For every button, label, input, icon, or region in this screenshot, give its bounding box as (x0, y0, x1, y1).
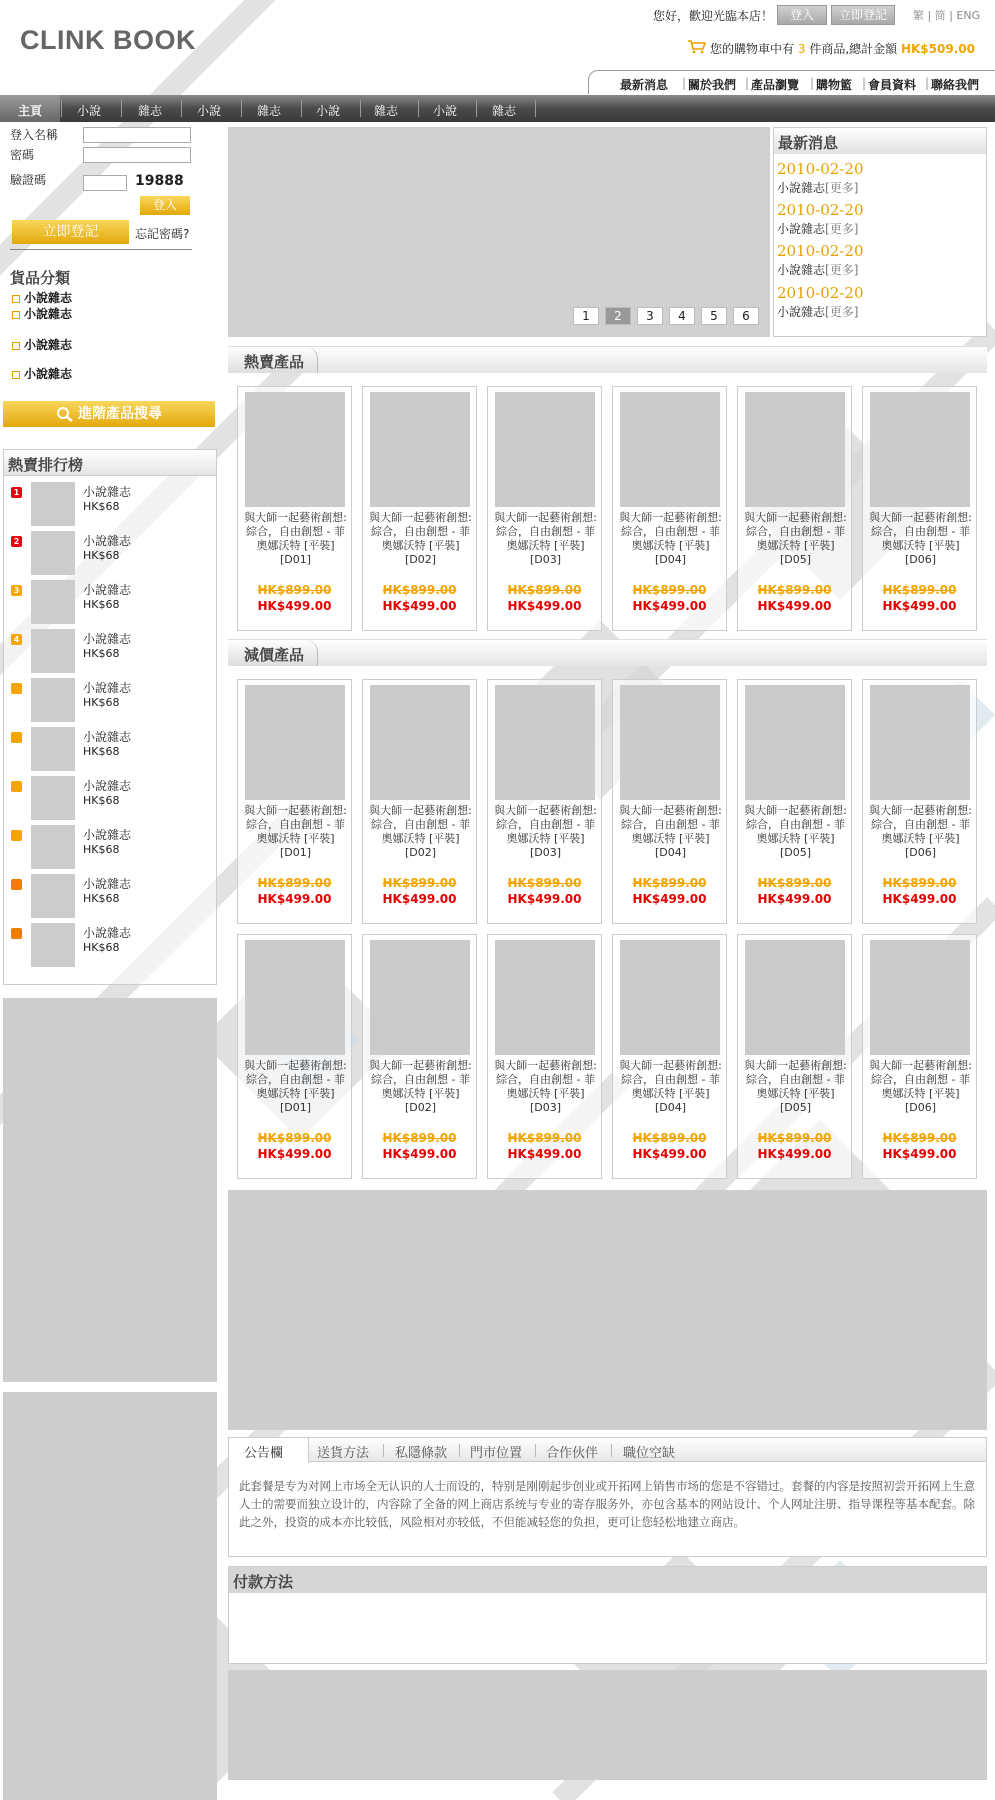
ranking-item-title[interactable]: 小說雜志 (83, 828, 132, 842)
product-card[interactable] (737, 934, 852, 1179)
product-thumbnail[interactable] (31, 580, 75, 624)
captcha-input[interactable] (83, 175, 127, 191)
banner-page-button[interactable]: 2 (605, 307, 631, 325)
captcha-code: 19888 (135, 173, 184, 189)
product-image[interactable] (745, 685, 845, 800)
product-title[interactable]: 與大師一起藝術創想:綜合，自由創想 - 菲奧娜沃特 [平裝][D06] (869, 804, 972, 859)
product-new-price: HK$499.00 (382, 599, 457, 613)
product-new-price: HK$499.00 (507, 599, 582, 613)
product-old-price: HK$899.00 (757, 583, 832, 597)
product-old-price: HK$899.00 (632, 1131, 707, 1145)
product-title[interactable]: 與大師一起藝術創想:綜合，自由創想 - 菲奧娜沃特 [平裝][D04] (619, 804, 722, 859)
ranking-item-price: HK$68 (83, 598, 120, 611)
product-image[interactable] (245, 392, 345, 507)
ranking-item-title[interactable]: 小說雜志 (83, 485, 132, 499)
product-new-price: HK$499.00 (882, 599, 957, 613)
announcement-text: 此套餐是专为对网上市场全无认识的人士而设的，特别是刚刚起步创业或开拓网上销售市场的您是不容错过。套餐的内容是按照初尝开拓网上生意人士的需要而独立设计的，内容除了全备的网上商店系统与专业的寄存服务外，亦包含基本的网站设计、个人网址注册、指导课程等基本配套。除此之外，投资的成本亦比较低，风险相对亦较低，不但能减轻您的负担，更可让您轻松地建立商店。 (239, 1479, 975, 1529)
product-new-price: HK$499.00 (632, 1147, 707, 1161)
product-title[interactable]: 與大師一起藝術創想:綜合，自由創想 - 菲奧娜沃特 [平裝][D05] (744, 804, 847, 859)
product-image[interactable] (495, 392, 595, 507)
product-thumbnail[interactable] (31, 874, 75, 918)
tab-divider (535, 1444, 536, 1457)
product-new-price: HK$499.00 (382, 892, 457, 906)
ranking-item-title[interactable]: 小說雜志 (83, 583, 132, 597)
product-new-price: HK$499.00 (757, 892, 832, 906)
ranking-item[interactable] (4, 629, 216, 678)
subnav-divider: | (862, 76, 867, 90)
product-new-price: HK$499.00 (757, 1147, 832, 1161)
main-ad-placeholder (228, 1190, 987, 1430)
tab-careers[interactable]: 職位空缺 (623, 1446, 676, 1461)
product-card[interactable] (237, 386, 352, 631)
hot-products-header (228, 346, 987, 373)
banner-slideshow[interactable] (228, 127, 770, 337)
product-image[interactable] (245, 940, 345, 1055)
product-new-price: HK$499.00 (257, 892, 332, 906)
cart-count: 3 (797, 42, 806, 56)
product-card[interactable] (237, 934, 352, 1179)
ranking-item-price: HK$68 (83, 794, 120, 807)
product-thumbnail[interactable] (31, 923, 75, 967)
subnav-divider: | (925, 76, 930, 90)
product-image[interactable] (620, 685, 720, 800)
news-item[interactable] (777, 179, 858, 196)
rank-badge (11, 683, 22, 694)
subnav-news[interactable]: 最新消息 (620, 78, 669, 92)
product-image[interactable] (620, 940, 720, 1055)
hot-products-title: 熱賣產品 (244, 353, 305, 371)
product-thumbnail[interactable] (31, 531, 75, 575)
product-title[interactable]: 與大師一起藝術創想:綜合，自由創想 - 菲奧娜沃特 [平裝][D02] (369, 1059, 472, 1114)
ranking-item-price: HK$68 (83, 549, 120, 562)
rank-badge (11, 879, 22, 890)
product-old-price: HK$899.00 (257, 583, 332, 597)
product-old-price: HK$899.00 (882, 1131, 957, 1145)
product-title[interactable]: 與大師一起藝術創想:綜合，自由創想 - 菲奧娜沃特 [平裝][D01] (244, 511, 347, 566)
product-new-price: HK$499.00 (257, 1147, 332, 1161)
subnav-divider: | (810, 76, 815, 90)
ranking-item-price: HK$68 (83, 892, 120, 905)
product-thumbnail[interactable] (31, 678, 75, 722)
product-image[interactable] (370, 392, 470, 507)
news-date: 2010-02-20 (777, 242, 864, 260)
ranking-item[interactable] (4, 482, 216, 531)
product-card[interactable] (362, 386, 477, 631)
ranking-item-price: HK$68 (83, 843, 120, 856)
news-more-link[interactable]: [更多] (825, 222, 859, 236)
product-title[interactable]: 與大師一起藝術創想:綜合，自由創想 - 菲奧娜沃特 [平裝][D04] (619, 1059, 722, 1114)
welcome-text: 您好，歡迎光臨本店！ (653, 9, 774, 23)
subnav-basket[interactable]: 購物籃 (816, 78, 853, 92)
subnav-member[interactable]: 會員資料 (868, 78, 917, 92)
banner-page-button[interactable]: 5 (701, 307, 727, 325)
product-thumbnail[interactable] (31, 825, 75, 869)
product-card[interactable] (487, 934, 602, 1179)
banner-page-button[interactable]: 3 (637, 307, 663, 325)
ranking-item[interactable] (4, 580, 216, 629)
product-old-price: HK$899.00 (757, 1131, 832, 1145)
product-old-price: HK$899.00 (507, 876, 582, 890)
rank-badge: 3 (11, 585, 22, 596)
product-image[interactable] (370, 940, 470, 1055)
nav-divider (535, 100, 536, 117)
search-button-label: 進階產品搜尋 (78, 406, 162, 422)
product-image[interactable] (870, 685, 970, 800)
news-panel (773, 127, 987, 337)
nav-item[interactable]: 雜志 (257, 104, 282, 118)
product-new-price: HK$499.00 (507, 1147, 582, 1161)
banner-page-button[interactable]: 4 (669, 307, 695, 325)
product-image[interactable] (370, 685, 470, 800)
cart-prefix: 您的購物車中有 (710, 42, 795, 56)
product-new-price: HK$499.00 (632, 599, 707, 613)
news-item[interactable] (777, 261, 858, 278)
tab-divider (611, 1444, 612, 1457)
nav-divider (301, 100, 302, 117)
tab-privacy[interactable]: 私隱條款 (395, 1446, 448, 1461)
rank-badge (11, 781, 22, 792)
ranking-item-title[interactable]: 小說雜志 (83, 681, 132, 695)
product-card[interactable] (237, 679, 352, 924)
rank-badge (11, 830, 22, 841)
news-more-link[interactable]: [更多] (825, 263, 859, 277)
product-card[interactable] (362, 934, 477, 1179)
ranking-item[interactable] (4, 874, 216, 923)
product-card[interactable] (862, 934, 977, 1179)
product-image[interactable] (495, 685, 595, 800)
tab-store-location[interactable]: 門市位置 (470, 1446, 523, 1461)
ranking-item-title[interactable]: 小說雜志 (83, 730, 132, 744)
product-card[interactable] (612, 934, 727, 1179)
ranking-item[interactable] (4, 727, 216, 776)
news-text: 小說雜志 (777, 305, 826, 319)
product-title[interactable]: 與大師一起藝術創想:綜合，自由創想 - 菲奧娜沃特 [平裝][D03] (494, 804, 597, 859)
category-label: 小說雜志 (24, 291, 73, 305)
payment-title: 付款方法 (233, 1573, 294, 1591)
product-thumbnail[interactable] (31, 482, 75, 526)
ranking-header (4, 450, 216, 476)
subnav-about[interactable]: 關於我們 (688, 78, 737, 92)
nav-item[interactable]: 小說 (197, 104, 222, 118)
header (0, 0, 995, 95)
news-text: 小說雜志 (777, 222, 826, 236)
ranking-item[interactable] (4, 776, 216, 825)
news-title: 最新消息 (778, 134, 839, 152)
logo[interactable]: CLINK BOOK (20, 25, 196, 55)
ranking-item-title[interactable]: 小說雜志 (83, 926, 132, 940)
rank-badge: 1 (11, 487, 22, 498)
news-item[interactable] (777, 220, 858, 237)
register-button[interactable]: 立即登記 (12, 220, 129, 244)
product-old-price: HK$899.00 (882, 583, 957, 597)
product-old-price: HK$899.00 (257, 1131, 332, 1145)
product-title[interactable]: 與大師一起藝術創想:綜合，自由創想 - 菲奧娜沃特 [平裝][D01] (244, 1059, 347, 1114)
password-label: 密碼 (10, 148, 35, 162)
ranking-item-title[interactable]: 小說雜志 (83, 877, 132, 891)
sidebar-ad-placeholder (3, 1392, 217, 1800)
product-card[interactable] (862, 386, 977, 631)
category-label: 小說雜志 (24, 338, 73, 352)
news-text: 小說雜志 (777, 263, 826, 277)
news-date: 2010-02-20 (777, 201, 864, 219)
subnav-products[interactable]: 產品瀏覽 (751, 78, 800, 92)
payment-header (229, 1567, 986, 1593)
language-switcher[interactable]: 繁 | 简 | ENG (913, 9, 981, 22)
forgot-password-link[interactable]: 忘記密碼? (135, 227, 190, 241)
product-old-price: HK$899.00 (382, 1131, 457, 1145)
cart-mid: 件商品,總計金額 (809, 42, 898, 56)
news-text: 小說雜志 (777, 181, 826, 195)
payment-panel (228, 1566, 987, 1664)
news-more-link[interactable]: [更多] (825, 305, 859, 319)
banner-page-button[interactable]: 1 (573, 307, 599, 325)
news-header (774, 128, 986, 154)
product-thumbnail[interactable] (31, 727, 75, 771)
password-input[interactable] (83, 147, 191, 163)
product-card[interactable] (612, 386, 727, 631)
ranking-item-title[interactable]: 小說雜志 (83, 534, 132, 548)
news-date: 2010-02-20 (777, 284, 864, 302)
product-image[interactable] (745, 940, 845, 1055)
banner-page-button[interactable]: 6 (733, 307, 759, 325)
header-register-button[interactable]: 立即登記 (831, 5, 895, 25)
ranking-item[interactable] (4, 923, 216, 972)
product-title[interactable]: 與大師一起藝術創想:綜合，自由創想 - 菲奧娜沃特 [平裝][D02] (369, 804, 472, 859)
category-item[interactable] (12, 336, 72, 353)
nav-item[interactable]: 雜志 (138, 104, 163, 118)
rank-badge (11, 928, 22, 939)
subnav-divider: | (745, 76, 750, 90)
discount-products-title: 減價產品 (244, 646, 305, 664)
cart-summary[interactable] (710, 40, 975, 57)
product-old-price: HK$899.00 (632, 583, 707, 597)
product-new-price: HK$499.00 (507, 892, 582, 906)
info-tabs-panel (228, 1437, 987, 1557)
product-old-price: HK$899.00 (382, 583, 457, 597)
product-new-price: HK$499.00 (882, 892, 957, 906)
news-date: 2010-02-20 (777, 160, 864, 178)
nav-home[interactable]: 主頁 (18, 104, 43, 118)
ranking-item-price: HK$68 (83, 745, 120, 758)
product-new-price: HK$499.00 (382, 1147, 457, 1161)
nav-divider (121, 100, 122, 117)
nav-divider (181, 100, 182, 117)
main-navigation (0, 95, 995, 122)
discount-products-header (228, 639, 987, 666)
divider (10, 249, 192, 250)
product-image[interactable] (870, 392, 970, 507)
tab-divider (383, 1444, 384, 1457)
tab-delivery[interactable]: 送貨方法 (317, 1446, 370, 1461)
product-old-price: HK$899.00 (382, 876, 457, 890)
bullet-icon (12, 371, 20, 379)
ranking-item-price: HK$68 (83, 941, 120, 954)
product-card[interactable] (487, 679, 602, 924)
bullet-icon (12, 342, 20, 350)
product-old-price: HK$899.00 (507, 1131, 582, 1145)
category-label: 小說雜志 (24, 367, 73, 381)
tab-divider (459, 1444, 460, 1457)
ranking-item-title[interactable]: 小說雜志 (83, 779, 132, 793)
product-title[interactable]: 與大師一起藝術創想:綜合，自由創想 - 菲奧娜沃特 [平裝][D03] (494, 511, 597, 566)
product-new-price: HK$499.00 (632, 892, 707, 906)
product-card[interactable] (737, 386, 852, 631)
category-label: 小說雜志 (24, 307, 73, 321)
product-card[interactable] (862, 679, 977, 924)
nav-item[interactable]: 雜志 (492, 104, 517, 118)
product-thumbnail[interactable] (31, 629, 75, 673)
rank-badge: 2 (11, 536, 22, 547)
ranking-item[interactable] (4, 531, 216, 580)
ranking-item-price: HK$68 (83, 696, 120, 709)
product-new-price: HK$499.00 (882, 1147, 957, 1161)
product-title[interactable]: 與大師一起藝術創想:綜合，自由創想 - 菲奧娜沃特 [平裝][D01] (244, 804, 347, 859)
category-title: 貨品分類 (10, 269, 71, 287)
product-image[interactable] (495, 940, 595, 1055)
product-title[interactable]: 與大師一起藝術創想:綜合，自由創想 - 菲奧娜沃特 [平裝][D06] (869, 1059, 972, 1114)
product-card[interactable] (362, 679, 477, 924)
product-card[interactable] (612, 679, 727, 924)
search-icon (56, 406, 74, 422)
username-input[interactable] (83, 127, 191, 143)
ranking-item-price: HK$68 (83, 500, 120, 513)
info-tabs-header (229, 1438, 986, 1462)
product-old-price: HK$899.00 (632, 876, 707, 890)
rank-badge (11, 732, 22, 743)
product-card[interactable] (487, 386, 602, 631)
advanced-search-button[interactable] (3, 401, 215, 427)
product-old-price: HK$899.00 (257, 876, 332, 890)
product-image[interactable] (620, 392, 720, 507)
nav-divider (360, 100, 361, 117)
product-card[interactable] (737, 679, 852, 924)
product-title[interactable]: 與大師一起藝術創想:綜合，自由創想 - 菲奧娜沃特 [平裝][D05] (744, 511, 847, 566)
category-item[interactable] (12, 365, 72, 382)
nav-divider (476, 100, 477, 117)
product-old-price: HK$899.00 (757, 876, 832, 890)
product-old-price: HK$899.00 (507, 583, 582, 597)
ranking-item[interactable] (4, 678, 216, 727)
product-title[interactable]: 與大師一起藝術創想:綜合，自由創想 - 菲奧娜沃特 [平裝][D04] (619, 511, 722, 566)
ranking-item-price: HK$68 (83, 647, 120, 660)
product-new-price: HK$499.00 (757, 599, 832, 613)
ranking-item-title[interactable]: 小說雜志 (83, 632, 132, 646)
ranking-item[interactable] (4, 825, 216, 874)
sidebar-ad-placeholder (3, 998, 217, 1382)
bullet-icon (12, 311, 20, 319)
tab-announcement[interactable]: 公告欄 (244, 1446, 284, 1461)
nav-item[interactable]: 小說 (77, 104, 102, 118)
product-new-price: HK$499.00 (257, 599, 332, 613)
nav-item[interactable]: 小說 (433, 104, 458, 118)
product-title[interactable]: 與大師一起藝術創想:綜合，自由創想 - 菲奧娜沃特 [平裝][D03] (494, 1059, 597, 1114)
tab-partners[interactable]: 合作伙伴 (546, 1446, 599, 1461)
login-button[interactable]: 登入 (140, 196, 190, 215)
ranking-title: 熱賣排行榜 (8, 456, 84, 474)
nav-divider (241, 100, 242, 117)
product-title[interactable]: 與大師一起藝術創想:綜合，自由創想 - 菲奧娜沃特 [平裝][D05] (744, 1059, 847, 1114)
rank-badge: 4 (11, 634, 22, 645)
product-image[interactable] (745, 392, 845, 507)
product-title[interactable]: 與大師一起藝術創想:綜合，自由創想 - 菲奧娜沃特 [平裝][D06] (869, 511, 972, 566)
sub-navigation (588, 70, 995, 94)
category-item[interactable] (12, 305, 72, 322)
subnav-divider: | (682, 76, 687, 90)
nav-item[interactable]: 雜志 (374, 104, 399, 118)
username-label: 登入名稱 (10, 128, 59, 142)
subnav-contact[interactable]: 聯絡我們 (931, 78, 980, 92)
ranking-panel (3, 449, 217, 985)
category-item[interactable] (12, 289, 72, 306)
footer-ad-placeholder (228, 1670, 987, 1780)
news-more-link[interactable]: [更多] (825, 181, 859, 195)
product-old-price: HK$899.00 (882, 876, 957, 890)
news-item[interactable] (777, 303, 858, 320)
cart-amount: HK$509.00 (900, 42, 975, 56)
product-thumbnail[interactable] (31, 776, 75, 820)
product-image[interactable] (245, 685, 345, 800)
nav-divider (418, 100, 419, 117)
cart-icon (688, 40, 706, 54)
nav-divider (61, 100, 62, 117)
captcha-label: 驗證碼 (10, 173, 47, 187)
nav-item[interactable]: 小說 (316, 104, 341, 118)
product-title[interactable]: 與大師一起藝術創想:綜合，自由創想 - 菲奧娜沃特 [平裝][D02] (369, 511, 472, 566)
header-login-button[interactable]: 登入 (777, 5, 827, 25)
bullet-icon (12, 295, 20, 303)
product-image[interactable] (870, 940, 970, 1055)
